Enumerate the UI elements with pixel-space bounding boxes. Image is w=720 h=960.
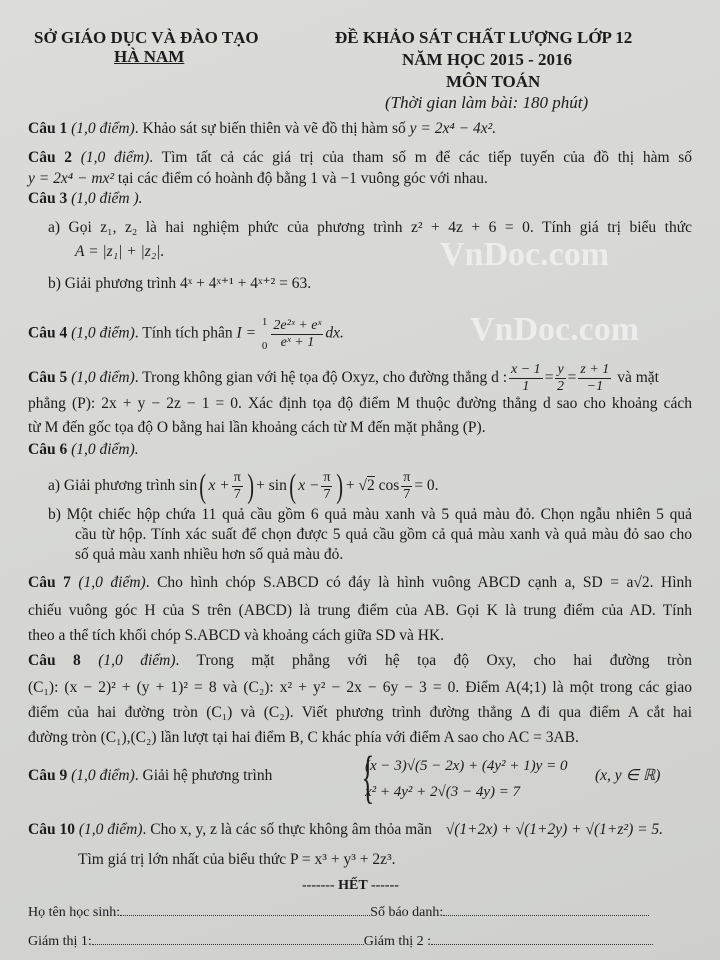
q-label: Câu 6 <box>28 441 68 458</box>
watermark: VnDoc.com <box>440 236 610 273</box>
q-math: y = 2x⁴ − mx² <box>28 170 115 187</box>
q5-line3: từ M đến gốc tọa độ O bằng hai lần khoảng cách từ M đến mặt phẳng (P). <box>28 419 486 436</box>
question-4 <box>28 310 428 358</box>
q-label: Câu 4 <box>28 324 68 342</box>
q-math: y = 2x⁴ − 4x². <box>409 120 497 137</box>
q-label: Câu 9 <box>28 767 68 784</box>
q7-line3: theo a thể tích khối chóp S.ABCD và khoảng cách giữa SD và HK. <box>28 627 445 644</box>
fraction: $\frac{y}{2}$ <box>557 362 565 394</box>
fraction: $\frac{x - 1}{1}$ <box>511 362 541 394</box>
watermark: VnDoc.com <box>470 311 640 348</box>
q-points: (1,0 điểm) <box>78 821 143 838</box>
department-name: SỞ GIÁO DỤC VÀ ĐÀO TẠO <box>34 28 259 47</box>
q8-line2: (C₁): (x − 2)² + (y + 1)² = 8 và (C₂): x² + y² − 2x − 6y − 3 = 0. Điểm A(4;1) là một trong các giao <box>28 679 692 696</box>
dx: dx. <box>325 324 344 342</box>
q-points: (1,0 điểm) <box>71 767 135 784</box>
q-points: (1,0 điểm) <box>80 149 150 166</box>
equation-1: (x − 3)√(5 − 2x) + (4y² + 1)y = 0 <box>365 758 568 774</box>
lower-bound: 0 <box>261 340 268 352</box>
q-points: (1,0 điểm) <box>71 120 135 137</box>
integral-bounds <box>262 310 268 358</box>
question-5: Câu 5 (1,0 điểm). Trong không gian với hệ tọa độ Oxyz, cho đường thẳng d : $\frac{x - 1}{1}$ = $\frac{y}{2}$ = $\frac{z + 1}{-1}$ và mặt <box>28 362 659 394</box>
province-name: HÀ NAM <box>114 47 185 66</box>
integrand <box>271 318 323 351</box>
q-points: (1,0 điểm) <box>71 369 135 387</box>
q-points: (1,0 điểm) <box>78 574 146 591</box>
question-8: Câu 8 (1,0 điểm). Trong mặt phẳng với hệ tọa độ Oxy, cho hai đường tròn <box>28 652 692 669</box>
q6b-line3: số quả màu xanh nhiều hơn số quả màu đỏ. <box>75 546 344 563</box>
numerator: 2e²ˣ + eˣ <box>273 317 322 333</box>
fraction: $\frac{z + 1}{-1}$ <box>580 362 610 394</box>
q-points: (1,0 điểm). <box>71 441 139 458</box>
q-text: . Tính tích phân <box>134 324 233 342</box>
q-label: Câu 1 <box>28 120 68 137</box>
question-7: Câu 7 (1,0 điểm). Cho hình chóp S.ABCD có đáy là hình vuông ABCD cạnh a, SD = a√2. Hình <box>28 574 693 591</box>
question-6 <box>28 440 692 460</box>
q6b-line1: b) Một chiếc hộp chứa 11 quả cầu gồm 6 quả màu xanh và 5 quả màu đỏ. Chọn ngẫu nhiên 5 quả <box>48 506 692 523</box>
subject: MÔN TOÁN <box>446 72 541 91</box>
q7-line2: chiếu vuông góc H của S trên (ABCD) là trung điểm của AB. Gọi K là trung điểm của AD. Tính <box>28 602 692 619</box>
question-10: Câu 10 (1,0 điểm). Cho x, y, z là các số thực không âm thỏa mãn √(1+2x) + √(1+2y) + √(1+z²) = 5. <box>28 821 664 838</box>
proctor-field: Giám thị 1: Giám thị 2 : <box>28 932 692 952</box>
q8-line3: điểm của hai đường tròn (C₁) và (C₂). Viết phương trình đường thẳng Δ đi qua điểm A cắt hai <box>28 704 692 721</box>
q-points: (1,0 điểm) <box>98 652 176 669</box>
question-2-line2 <box>28 169 692 189</box>
q-text: . Tìm tất cả các giá trị của tham số m để các tiếp tuyến của đồ thị hàm số <box>149 149 692 166</box>
question-9: Câu 9 (1,0 điểm). Giải hệ phương trình <box>28 767 273 784</box>
lhs: I = <box>236 324 257 342</box>
q-label: Câu 2 <box>28 149 73 166</box>
q-points: (1,0 điểm ). <box>71 190 143 207</box>
time-limit: (Thời gian làm bài: 180 phút) <box>385 93 589 112</box>
q-label: Câu 7 <box>28 574 71 591</box>
system-brace: { <box>361 744 375 809</box>
q-text: . Khảo sát sự biến thiên và vẽ đồ thị hàm số <box>134 120 406 137</box>
condition: √(1+2x) + √(1+2y) + √(1+z²) = 5. <box>445 821 664 838</box>
exam-title: ĐỀ KHẢO SÁT CHẤT LƯỢNG LỚP 12 <box>335 28 633 47</box>
q-text: tại các điểm có hoành độ bằng 1 và −1 vuông góc với nhau. <box>117 170 488 187</box>
upper-bound: 1 <box>261 316 268 328</box>
q6b-line2: cầu từ hộp. Tính xác suất để chọn được 5 quả cầu gồm cả quả màu xanh và quả màu đỏ sao cho <box>75 526 692 543</box>
q-text: và mặt <box>617 369 659 387</box>
q-points: (1,0 điểm) <box>71 324 135 342</box>
q-label: Câu 3 <box>28 190 68 207</box>
end-marker: ------- HẾT ------ <box>302 878 399 893</box>
equation-2: x² + 4y² + 2√(3 − 4y) = 7 <box>365 784 521 800</box>
q8-line4: đường tròn (C₁),(C₂) lần lượt tại hai điểm B, C khác phía với điểm A sao cho AC = 3AB. <box>28 729 579 746</box>
q3a-line1: a) Gọi z₁, z₂ là hai nghiệm phức của phương trình z² + 4z + 6 = 0. Tính giá trị biểu thức <box>48 219 692 236</box>
q3b: b) Giải phương trình 4ˣ + 4ˣ⁺¹ + 4ˣ⁺² = 63. <box>48 275 312 292</box>
q9-domain: (x, y ∈ ℝ) <box>595 767 661 784</box>
denominator: eˣ + 1 <box>280 334 315 350</box>
equation-system <box>365 753 567 805</box>
question-2 <box>28 148 692 168</box>
question-3 <box>28 189 692 209</box>
question-1 <box>28 119 692 139</box>
q-label: Câu 5 <box>28 369 68 387</box>
q-text: . Trong không gian với hệ tọa độ Oxyz, cho đường thẳng d : <box>134 369 508 387</box>
q-label: Câu 8 <box>28 652 81 669</box>
q6a: a) Giải phương trình sin( x + $\frac{\pi}{7}$ ) + sin( x − $\frac{\pi}{7}$ ) + √2 cos $\frac{\pi}{7}$ = 0. <box>48 467 439 505</box>
q5-line2: phẳng (P): 2x + y − 2z − 1 = 0. Xác định tọa độ điểm M thuộc đường thẳng d sao cho khoảng cách <box>28 395 692 412</box>
q-text: a) Giải phương trình sin <box>48 477 198 495</box>
school-year: NĂM HỌC 2015 - 2016 <box>402 50 572 69</box>
student-name-field: Họ tên học sinh: Số báo danh: <box>28 903 692 923</box>
q10-line2: Tìm giá trị lớn nhất của biểu thức P = x³ + y³ + 2z³. <box>78 851 396 868</box>
q3a-line2: A = |z₁| + |z₂|. <box>75 243 165 260</box>
q-label: Câu 10 <box>28 821 75 838</box>
